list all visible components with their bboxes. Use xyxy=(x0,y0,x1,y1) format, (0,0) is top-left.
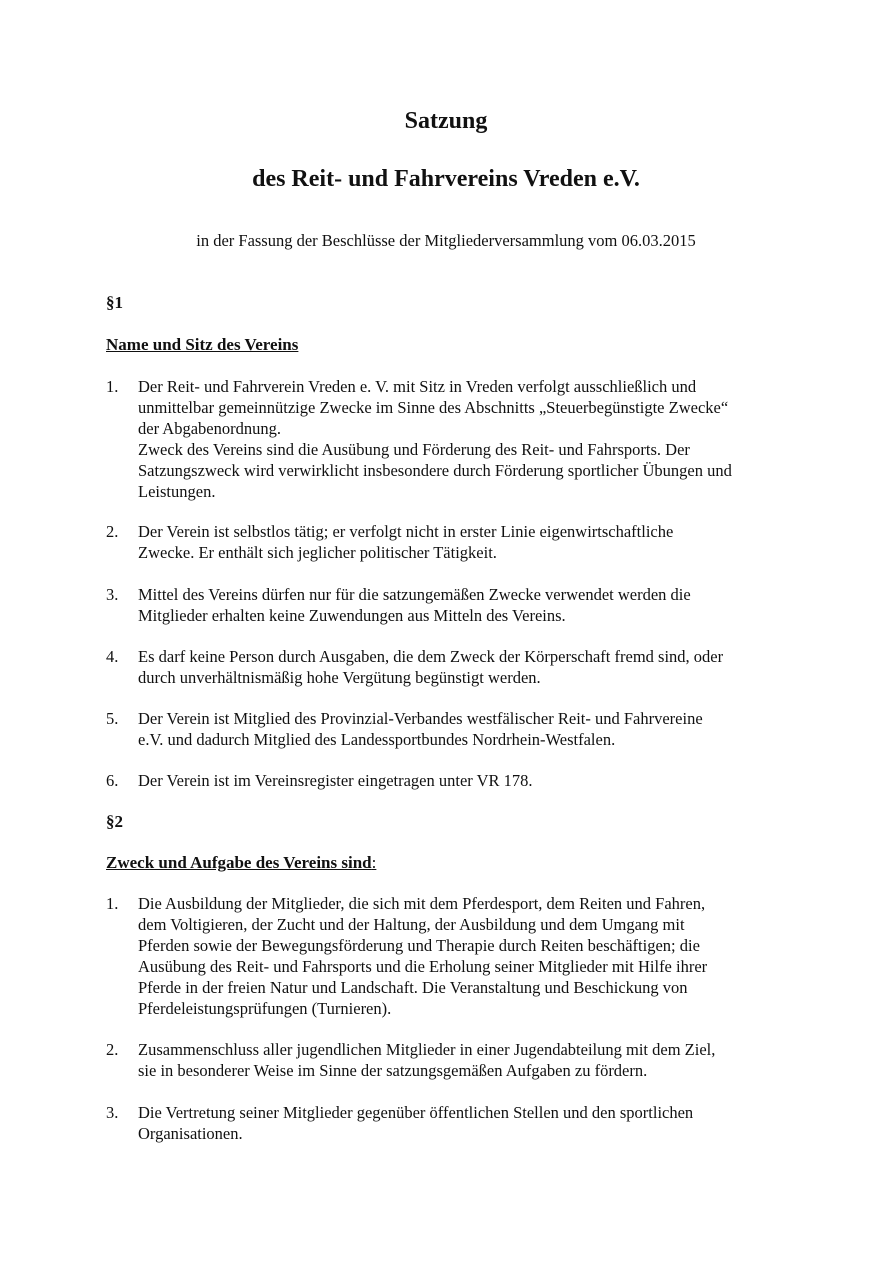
list-item-line: unmittelbar gemeinnützige Zwecke im Sinne des Abschnitts „Steuerbegünstigte Zwecke“ xyxy=(138,398,729,417)
section-2-heading-text: Zweck und Aufgabe des Vereins sind xyxy=(106,853,372,872)
list-item xyxy=(106,708,828,750)
list-item-line: Der Reit- und Fahrverein Vreden e. V. mit Sitz in Vreden verfolgt ausschließlich und xyxy=(138,377,697,396)
list-item-number: 1. xyxy=(106,377,119,396)
list-item-line: Mittel des Vereins dürfen nur für die satzungemäßen Zwecke verwendet werden die xyxy=(138,585,691,604)
section-1-heading-text: Name und Sitz des Vereins xyxy=(106,335,299,354)
list-item-line: Organisationen. xyxy=(138,1124,243,1143)
list-item xyxy=(106,1039,828,1081)
list-item-line: Die Ausbildung der Mitglieder, die sich mit dem Pferdesport, dem Reiten und Fahren, xyxy=(138,894,706,913)
section-1-number: §1 xyxy=(106,293,123,312)
list-item-line: Pferden sowie der Bewegungsförderung und Therapie durch Reiten beschäftigen; die xyxy=(138,936,700,955)
list-item-line: Satzungszweck wird verwirklicht insbesondere durch Förderung sportlicher Übungen und xyxy=(138,461,732,480)
list-item-line: Zusammenschluss aller jugendlichen Mitglieder in einer Jugendabteilung mit dem Ziel, xyxy=(138,1040,716,1059)
list-item-number: 3. xyxy=(106,1103,119,1122)
list-item-line: der Abgabenordnung. xyxy=(138,419,281,438)
list-item xyxy=(106,893,828,1019)
list-item xyxy=(106,521,828,563)
section-1-heading xyxy=(106,335,298,355)
list-item-line: Zweck des Vereins sind die Ausübung und Förderung des Reit- und Fahrsports. Der xyxy=(138,440,690,459)
list-item xyxy=(106,584,828,626)
list-item-line: dem Voltigieren, der Zucht und der Haltung, der Ausbildung und dem Umgang mit xyxy=(138,915,685,934)
list-item-line: Pferde in der freien Natur und Landschaft. Die Veranstaltung und Beschickung von xyxy=(138,978,688,997)
section-2-number: §2 xyxy=(106,812,123,831)
list-item xyxy=(106,376,828,502)
document-subtitle: in der Fassung der Beschlüsse der Mitgliederversammlung vom 06.03.2015 xyxy=(196,231,696,250)
section-2-heading-suffix: : xyxy=(371,853,377,872)
list-item-line: Mitglieder erhalten keine Zuwendungen aus Mitteln des Vereins. xyxy=(138,606,566,625)
list-item-line: sie in besonderer Weise im Sinne der satzungsgemäßen Aufgaben zu fördern. xyxy=(138,1061,648,1080)
list-item-line: Es darf keine Person durch Ausgaben, die dem Zweck der Körperschaft fremd sind, oder xyxy=(138,647,724,666)
list-item-line: Der Verein ist Mitglied des Provinzial-Verbandes westfälischer Reit- und Fahrvereine xyxy=(138,709,703,728)
list-item-line: durch unverhältnismäßig hohe Vergütung begünstigt werden. xyxy=(138,668,541,687)
list-item-line: Leistungen. xyxy=(138,482,216,501)
list-item xyxy=(106,1102,828,1144)
list-item-number: 5. xyxy=(106,709,119,728)
list-item xyxy=(106,770,828,791)
list-item-number: 6. xyxy=(106,771,119,790)
list-item-line: Ausübung des Reit- und Fahrsports und die Erholung seiner Mitglieder mit Hilfe ihrer xyxy=(138,957,708,976)
section-2-heading xyxy=(106,853,376,873)
list-item-number: 2. xyxy=(106,1040,119,1059)
list-item-line: Die Vertretung seiner Mitglieder gegenüber öffentlichen Stellen und den sportlichen xyxy=(138,1103,694,1122)
list-item-line: e.V. und dadurch Mitglied des Landessportbundes Nordrhein-Westfalen. xyxy=(138,730,616,749)
list-item-number: 1. xyxy=(106,894,119,913)
list-item-line: Der Verein ist selbstlos tätig; er verfolgt nicht in erster Linie eigenwirtschaftliche xyxy=(138,522,674,541)
list-item-number: 2. xyxy=(106,522,119,541)
list-item xyxy=(106,646,828,688)
document-title: Satzung xyxy=(404,108,488,134)
document-title-line2: des Reit- und Fahrvereins Vreden e.V. xyxy=(252,166,640,192)
list-item-line: Zwecke. Er enthält sich jeglicher politischer Tätigkeit. xyxy=(138,543,497,562)
list-item-line: Pferdeleistungsprüfungen (Turnieren). xyxy=(138,999,392,1018)
list-item-line: Der Verein ist im Vereinsregister eingetragen unter VR 178. xyxy=(138,771,533,790)
list-item-number: 4. xyxy=(106,647,119,666)
list-item-number: 3. xyxy=(106,585,119,604)
